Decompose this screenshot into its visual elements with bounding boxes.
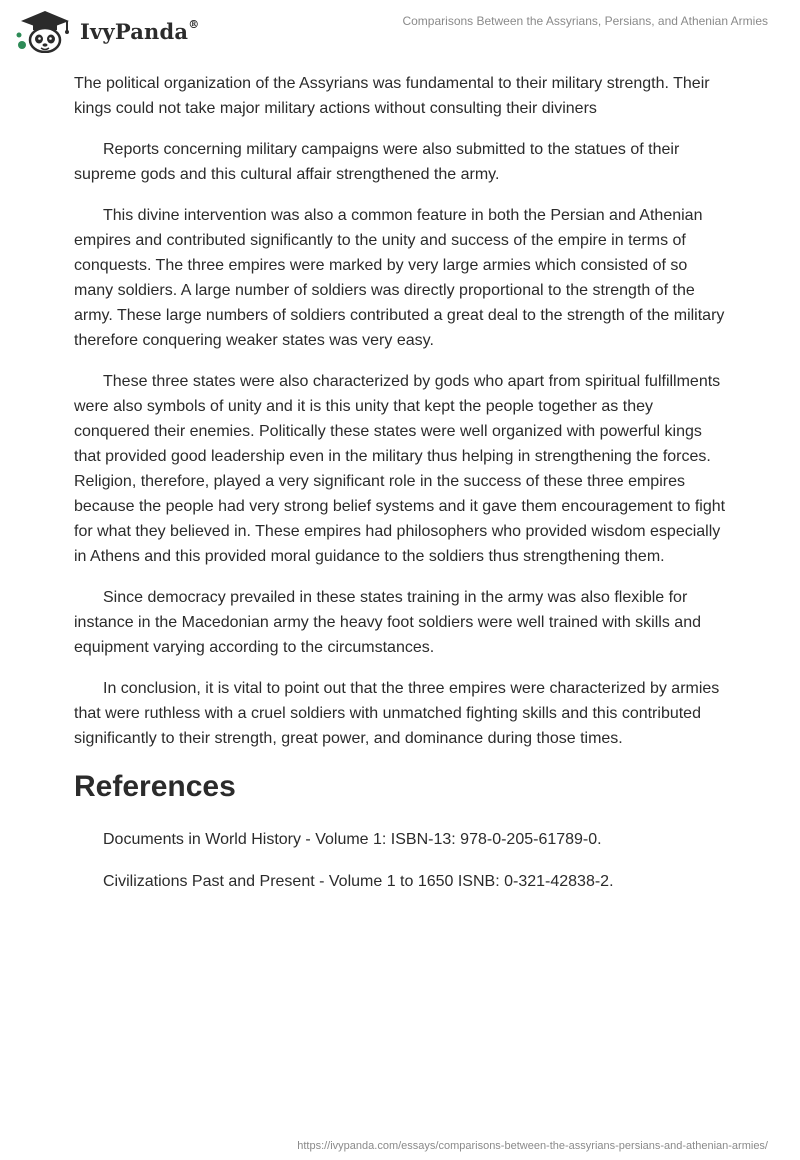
paragraph-5: Since democracy prevailed in these states training in the army was also flexible for instance in the Macedonian army the heavy foot soldiers were well trained with skills and equipment varying according to the circumstances. (74, 589, 701, 656)
essay-content (74, 71, 730, 911)
references-heading: References (74, 770, 236, 803)
paragraph-6: In conclusion, it is vital to point out that the three empires were characterized by armies that were ruthless with a cruel soldiers with unmatched fighting skills and this contributed significantly to their strength, great power, and dominance during those times. (74, 680, 720, 747)
registered-mark: ® (188, 18, 200, 31)
ivypanda-logo-icon[interactable] (14, 9, 76, 53)
paragraph-4: These three states were also characterized by gods who apart from spiritual fulfillments were also symbols of unity and it is this unity that kept the people together as they conquered their enemies. Politically these states were well organized with powerful kings that provided good leadership even in the military thus helping in strengthening the forces. Religion, therefore, played a very significant role in the success of these three empires because the people had very strong belief systems and it gave them encouragement to fight for what they believed in. These empires had philosophers who provided wisdom especially in Athens and this provided moral guidance to the soldiers thus strengthening them. (74, 373, 726, 565)
footer-url[interactable]: https://ivypanda.com/essays/comparisons-between-the-assyrians-persians-and-athenian-armies/ (297, 1140, 768, 1152)
paragraph-1: The political organization of the Assyrians was fundamental to their military strength. Their kings could not take major military actions without consulting their diviners (74, 75, 710, 117)
paragraph-3: This divine intervention was also a common feature in both the Persian and Athenian empires and contributed significantly to the unity and success of the empire in terms of conquests. The three empires were marked by very large armies which consisted of so many soldiers. A large number of soldiers was directly proportional to the strength of the army. These large numbers of soldiers contributed a great deal to the strength of the military therefore conquering weaker states was very easy. (74, 207, 725, 349)
brand-name[interactable]: IvyPanda® (80, 18, 200, 44)
page-header (0, 0, 800, 60)
reference-item-1: Documents in World History - Volume 1: ISBN-13: 978-0-205-61789-0. (103, 831, 602, 848)
reference-item-2: Civilizations Past and Present - Volume 1 to 1650 ISNB: 0-321-42838-2. (103, 873, 614, 890)
paragraph-2: Reports concerning military campaigns were also submitted to the statues of their supreme gods and this cultural affair strengthened the army. (74, 141, 680, 183)
document-title: Comparisons Between the Assyrians, Persians, and Athenian Armies (402, 14, 768, 28)
